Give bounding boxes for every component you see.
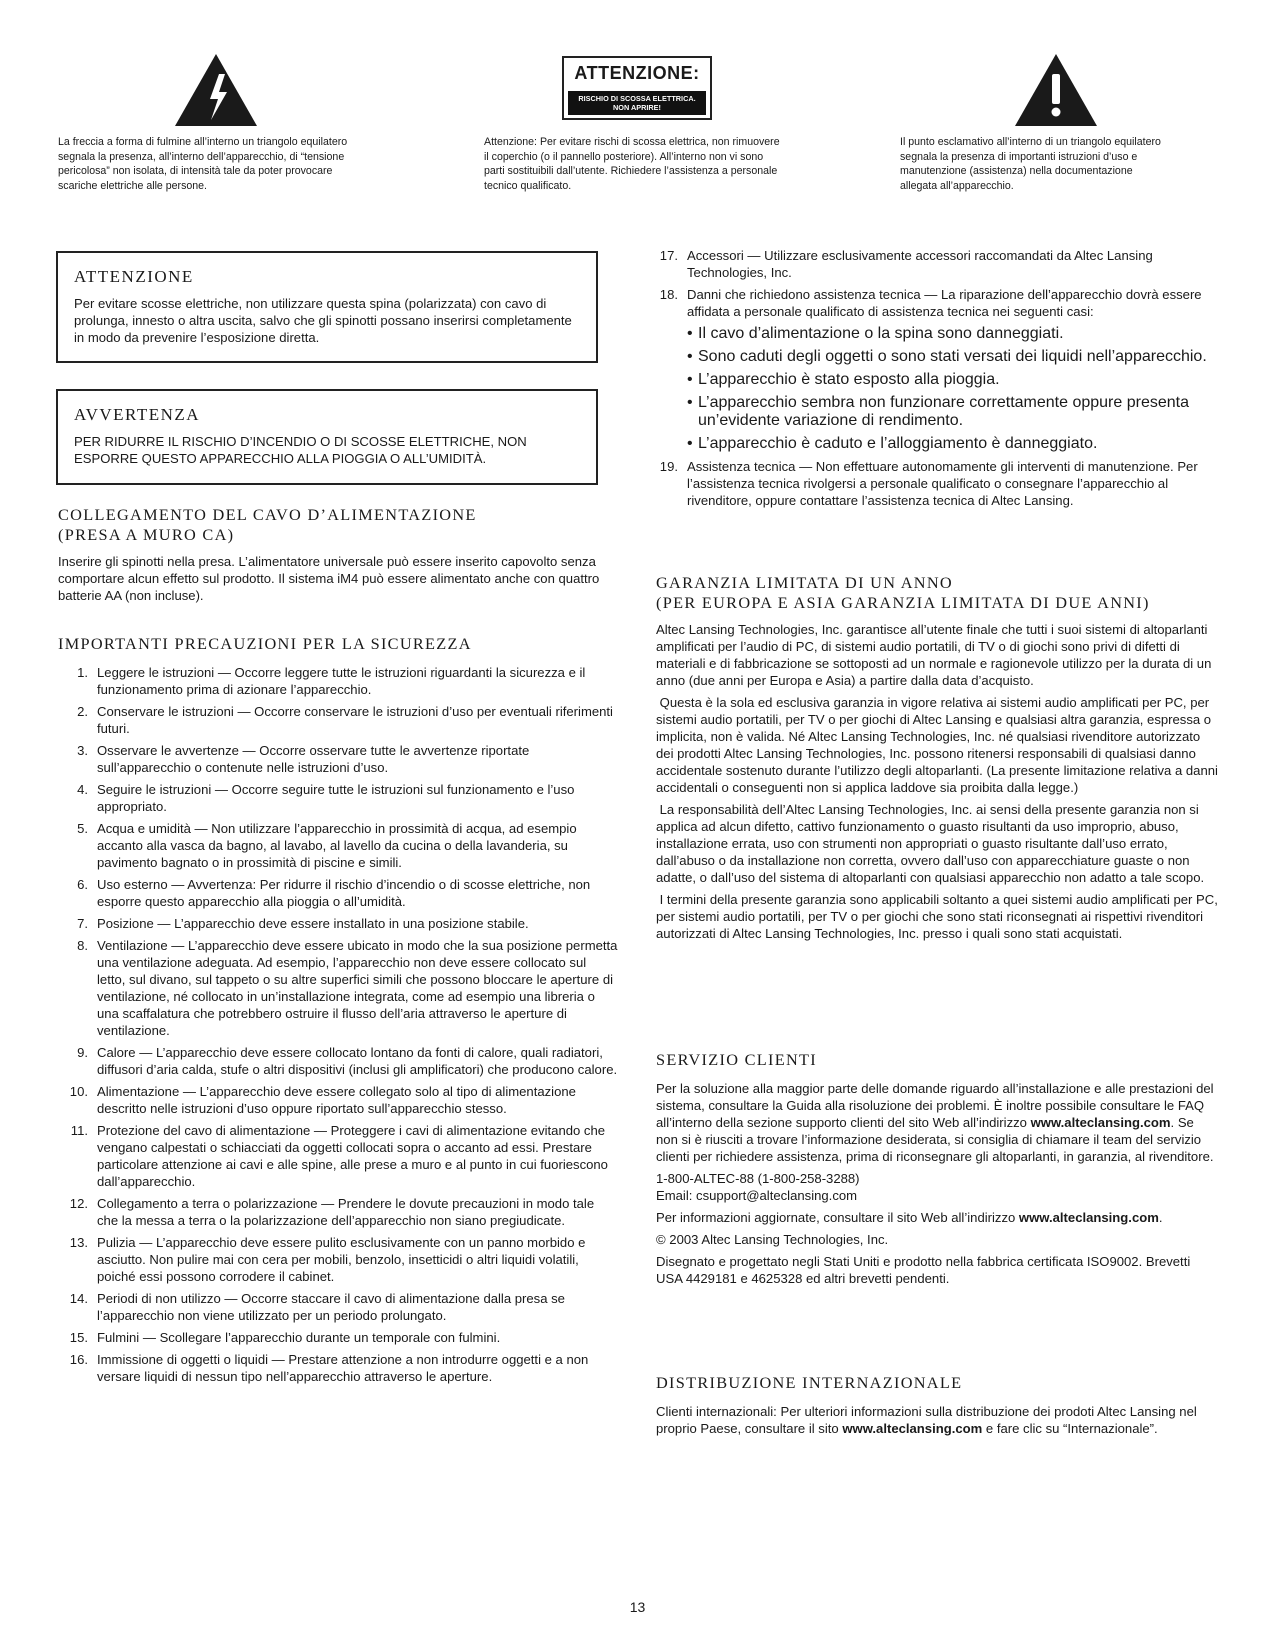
warranty-section — [656, 573, 1221, 947]
list-item: 16. Immissione di oggetti o liquidi — Prestare attenzione a non introdurre oggetti e a non versare liquidi di nessun tipo nell’apparecchio attraverso le aperture. — [69, 1352, 589, 1384]
international-section — [656, 1373, 1201, 1442]
list-item: • L’apparecchio è caduto e l’alloggiamento è danneggiato. — [687, 435, 1098, 452]
list-item: 7. Posizione — L’apparecchio deve essere installato in una posizione stabile. — [77, 916, 529, 931]
safety-list-part1 — [58, 664, 618, 1385]
power-section — [58, 505, 603, 609]
shock-label-line2: NON APRIRE! — [613, 103, 661, 112]
list-item: 4. Seguire le istruzioni — Occorre seguire tutte le istruzioni sul funzionamento e l’uso appropriato. — [77, 782, 575, 814]
warranty-p2: Questa è la sola ed esclusiva garanzia in vigore relativa ai sistemi audio amplificati per PC, per sistemi audio portatili, per TV o per giochi di Altec Lansing e qualsiasi altra garanzia, espressa o implicita, non è valida. Né Altec Lansing Technologies, Inc. né qualsiasi rivenditore autorizzato dei prodotti Altec Lansing Technologies, Inc. possono ritenersi responsabili di qualsiasi danno accidentale sostenuto durante l’utilizzo degli altoparlanti. (La presente limitazione relativa a danni accidentali o conseguenti non si applica laddove sia proibita dalla legge.) — [656, 695, 1222, 795]
avvertenza-text: PER RIDURRE IL RISCHIO D’INCENDIO O DI SCOSSE ELETTRICHE, NON ESPORRE QUESTO APPARECCHIO ALLA PIOGGIA O ALL’UMIDITÀ. — [74, 434, 527, 466]
service-phone: 1-800-ALTEC-88 (1-800-258-3288) — [656, 1171, 860, 1186]
avvertenza-title: AVVERTENZA — [74, 405, 201, 424]
list-item: 6. Uso esterno — Avvertenza: Per ridurre il rischio d’incendio o di scosse elettriche, non esporre questo apparecchio alla pioggia o all’umidità. — [77, 877, 591, 909]
shock-label-banner — [568, 91, 706, 115]
attenzione-box — [56, 251, 598, 363]
warranty-p4: I termini della presente garanzia sono applicabili soltanto a quei sistemi audio amplificati per PC, per sistemi audio portatili, per TV o per giochi che sono stati riconsegnati ai rispettivi rivenditori autorizzati di Altec Lansing Technologies, Inc. presso i quali sono stati acquistati. — [656, 892, 1222, 941]
warranty-title-line1: GARANZIA LIMITATA DI UN ANNO — [656, 573, 953, 592]
list-item: 11. Protezione del cavo di alimentazione — Proteggere i cavi di alimentazione evitando che vengano calpestati o schiacciati da oggetti collocati sopra o accanto ad essi. Prestare particolare attenzione ai cavi e alle spine, alle prese a muro e al punto in cui fuoriescono dall’apparecchio. — [70, 1123, 608, 1189]
warranty-p3: La responsabilità dell’Altec Lansing Technologies, Inc. ai sensi della presente garanzia non si applica ad alcun difetto, cattivo funzionamento o guasto risultanti da uso improprio, abuso, installazione errata, uso con strumenti non appropriati o guasto risultante dall’uso errato, dall’abuso o da installazione non corretta, ovvero dall’uso con apparecchiature guaste o non adatte, o dall’uso del sistema di altoparlanti con qualsiasi apparecchio non adatto a tale scopo. — [656, 802, 1205, 885]
safety-list-continued — [648, 247, 1208, 514]
safety-list-part2 — [648, 247, 1208, 320]
power-text: Inserire gli spinotti nella presa. L’alimentatore universale può essere inserito capovolto senza comportare alcun effetto sul prodotto. Il sistema iM4 può essere alimentato anche con quattro batterie AA (non incluse). — [58, 554, 600, 603]
list-item: 15. Fulmini — Scollegare l’apparecchio durante un temporale con fulmini. — [69, 1330, 501, 1345]
list-item: 2. Conservare le istruzioni — Occorre conservare le istruzioni d’uso per eventuali riferimenti futuri. — [77, 704, 613, 736]
exclamation-warning-icon — [1015, 54, 1097, 126]
list-item: 5. Acqua e umidità — Non utilizzare l’apparecchio in prossimità di acqua, ad esempio accanto alla vasca da bagno, al lavabo, al lavello da cucina o della lavanderia, su pavimento bagnato o in prossimità di piscine e simili. — [77, 821, 577, 870]
list-item: 18. Danni che richiedono assistenza tecnica — La riparazione dell’apparecchio dovrà essere affidata a personale qualificato di assistenza tecnica nei seguenti casi: — [659, 287, 1202, 319]
list-item: 1. Leggere le istruzioni — Occorre leggere tutte le istruzioni riguardanti la sicurezza e il funzionamento prima di azionare l’apparecchio. — [77, 665, 586, 697]
international-text: Clienti internazionali: Per ulteriori informazioni sulla distribuzione dei prodoti Altec Lansing nel proprio Paese, consultare il sito www.alteclansing.com e fare clic su “Internazionale”. — [656, 1404, 1197, 1436]
website-link[interactable]: www.alteclansing.com — [842, 1421, 983, 1436]
service-p5: Disegnato e progettato negli Stati Uniti e prodotto nella fabbrica certificata ISO9002. Brevetti USA 4429181 e 4625328 ed altri brevetti pendenti. — [656, 1254, 1191, 1286]
international-title: DISTRIBUZIONE INTERNAZIONALE — [656, 1373, 963, 1392]
page-number: 13 — [629, 1599, 646, 1615]
lightning-warning-icon — [175, 54, 257, 126]
safety-section — [58, 634, 618, 1390]
attenzione-text: Per evitare scosse elettriche, non utilizzare questa spina (polarizzata) con cavo di prolunga, innesto o altra uscita, salvo che gli spinotti possano inserirsi completamente in modo da prevenire l’esposizione diretta. — [74, 296, 572, 345]
list-item: 14. Periodi di non utilizzo — Occorre staccare il cavo di alimentazione dalla presa se l’apparecchio non viene utilizzato per un periodo prolungato. — [69, 1291, 565, 1323]
list-item: 17. Accessori — Utilizzare esclusivamente accessori raccomandati da Altec Lansing Technologies, Inc. — [659, 248, 1153, 280]
power-title-line1: COLLEGAMENTO DEL CAVO D’ALIMENTAZIONE — [58, 505, 477, 524]
list-item: • L’apparecchio sembra non funzionare correttamente oppure presenta un’evidente variazione di rendimento. — [687, 394, 1189, 429]
shock-warning-caption: Attenzione: Per evitare rischi di scossa elettrica, non rimuovere il coperchio (o il pannello posteriore). All’interno non vi sono parti sostituibili dall’utente. Richiedere l’assistenza a personale tecnico qualificato. — [484, 136, 780, 192]
service-email: Email: csupport@alteclansing.com — [656, 1188, 858, 1203]
website-link[interactable]: www.alteclansing.com — [1018, 1210, 1159, 1225]
list-item: 9. Calore — L’apparecchio deve essere collocato lontano da fonti di calore, quali radiatori, diffusori d’aria calda, stufe o altri dispositivi (inclusi gli amplificatori) che producono calore. — [77, 1045, 618, 1077]
avvertenza-box — [56, 389, 598, 485]
shock-label-title: ATTENZIONE: — [574, 63, 700, 83]
list-item: 8. Ventilazione — L’apparecchio deve essere ubicato in modo che la sua posizione permetta una ventilazione adeguata. Ad esempio, l’apparecchio non deve essere collocato sul letto, sul divano, sul tappeto o su altre superfici simili che possono bloccare le aperture di ventilazione, né collocato in un’installazione integrata, come ad esempio una libreria o una scaffalatura che potrebbero ostruire il flusso dell’aria attraverso le aperture di ventilazione. — [77, 938, 618, 1038]
list-item: 12. Collegamento a terra o polarizzazione — Prendere le dovute precauzioni in modo tale che la messa a terra o la polarizzazione dell’apparecchio non siano pregiudicate. — [69, 1196, 595, 1228]
list-item: 3. Osservare le avvertenze — Occorre osservare tutte le avvertenze riportate sull’apparecchio o contenute nelle istruzioni d’uso. — [77, 743, 530, 775]
warranty-title-line2: (PER EUROPA E ASIA GARANZIA LIMITATA DI DUE ANNI) — [656, 593, 1150, 612]
service-p3: Per informazioni aggiornate, consultare il sito Web all’indirizzo www.alteclansing.com. — [656, 1210, 1163, 1225]
list-item: • L’apparecchio è stato esposto alla pioggia. — [687, 371, 1000, 388]
warranty-p1: Altec Lansing Technologies, Inc. garantisce all’utente finale che tutti i suoi sistemi di altoparlanti amplificati per l’audio di PC, di sistemi audio portatili, di TV o di giochi sono privi di difetti di materiali e di fabbricazione se sottoposti ad un normale e ragionevole utilizzo per la durata di un anno (due anni per Europa e Asia) a partire dalla data d’acquisto. — [656, 622, 1212, 688]
service-title: SERVIZIO CLIENTI — [656, 1050, 818, 1069]
shock-warning-label — [562, 56, 712, 120]
service-section — [656, 1050, 1214, 1292]
lightning-warning-caption: La freccia a forma di fulmine all’interno un triangolo equilatero segnala la presenza, all’interno dell’apparecchio, di “tensione pericolosa” non isolata, di intensità tale da poter provocare scariche elettriche alle persone. — [58, 136, 348, 192]
list-item: 13. Pulizia — L’apparecchio deve essere pulito esclusivamente con un panno morbido e asciutto. Non pulire mai con cera per mobili, benzolo, insetticidi o altri liquidi volatili, poiché essi possono corrodere il cabinet. — [69, 1235, 586, 1284]
attenzione-title: ATTENZIONE — [74, 267, 194, 286]
shock-label-line1: RISCHIO DI SCOSSA ELETTRICA. — [578, 94, 696, 103]
safety-list-part3 — [648, 458, 1208, 509]
list-item: • Sono caduti degli oggetti o sono stati versati dei liquidi nell’apparecchio. — [687, 348, 1207, 365]
list-item: 19. Assistenza tecnica — Non effettuare autonomamente gli interventi di manutenzione. Per l’assistenza tecnica rivolgersi a personale qualificato o consegnare l’apparecchio al rivenditore, oppure contattare l’assistenza tecnica di Altec Lansing. — [659, 459, 1198, 508]
damage-bullet-list — [648, 325, 1208, 453]
service-copyright: © 2003 Altec Lansing Technologies, Inc. — [656, 1232, 889, 1247]
list-item: 10. Alimentazione — L’apparecchio deve essere collegato solo al tipo di alimentazione descritto nelle istruzioni d’uso oppure riportato sull’apparecchio stesso. — [69, 1084, 576, 1116]
service-p1: Per la soluzione alla maggior parte delle domande riguardo all’installazione e alle prestazioni del sistema, consultare la Guida alla risoluzione dei problemi. È inoltre possibile consultare le FAQ all’interno della sezione supporto clienti del sito Web all’indirizzo www.alteclansing.com. Se non si è riusciti a trovare l’informazione desiderata, si consiglia di chiamare il team del servizio clienti per richiedere assistenza, prima di riconsegnare gli altoparlanti, in garanzia, al rivenditore. — [656, 1081, 1214, 1164]
website-link[interactable]: www.alteclansing.com — [1030, 1115, 1171, 1130]
power-title-line2: (PRESA A MURO CA) — [58, 525, 235, 544]
list-item: • Il cavo d’alimentazione o la spina sono danneggiati. — [687, 325, 1064, 342]
exclamation-warning-caption: Il punto esclamativo all’interno di un triangolo equilatero segnala la presenza di importanti istruzioni d’uso e manutenzione (assistenza) nella documentazione allegata all’apparecchio. — [900, 136, 1161, 192]
safety-title: IMPORTANTI PRECAUZIONI PER LA SICUREZZA — [58, 634, 472, 653]
